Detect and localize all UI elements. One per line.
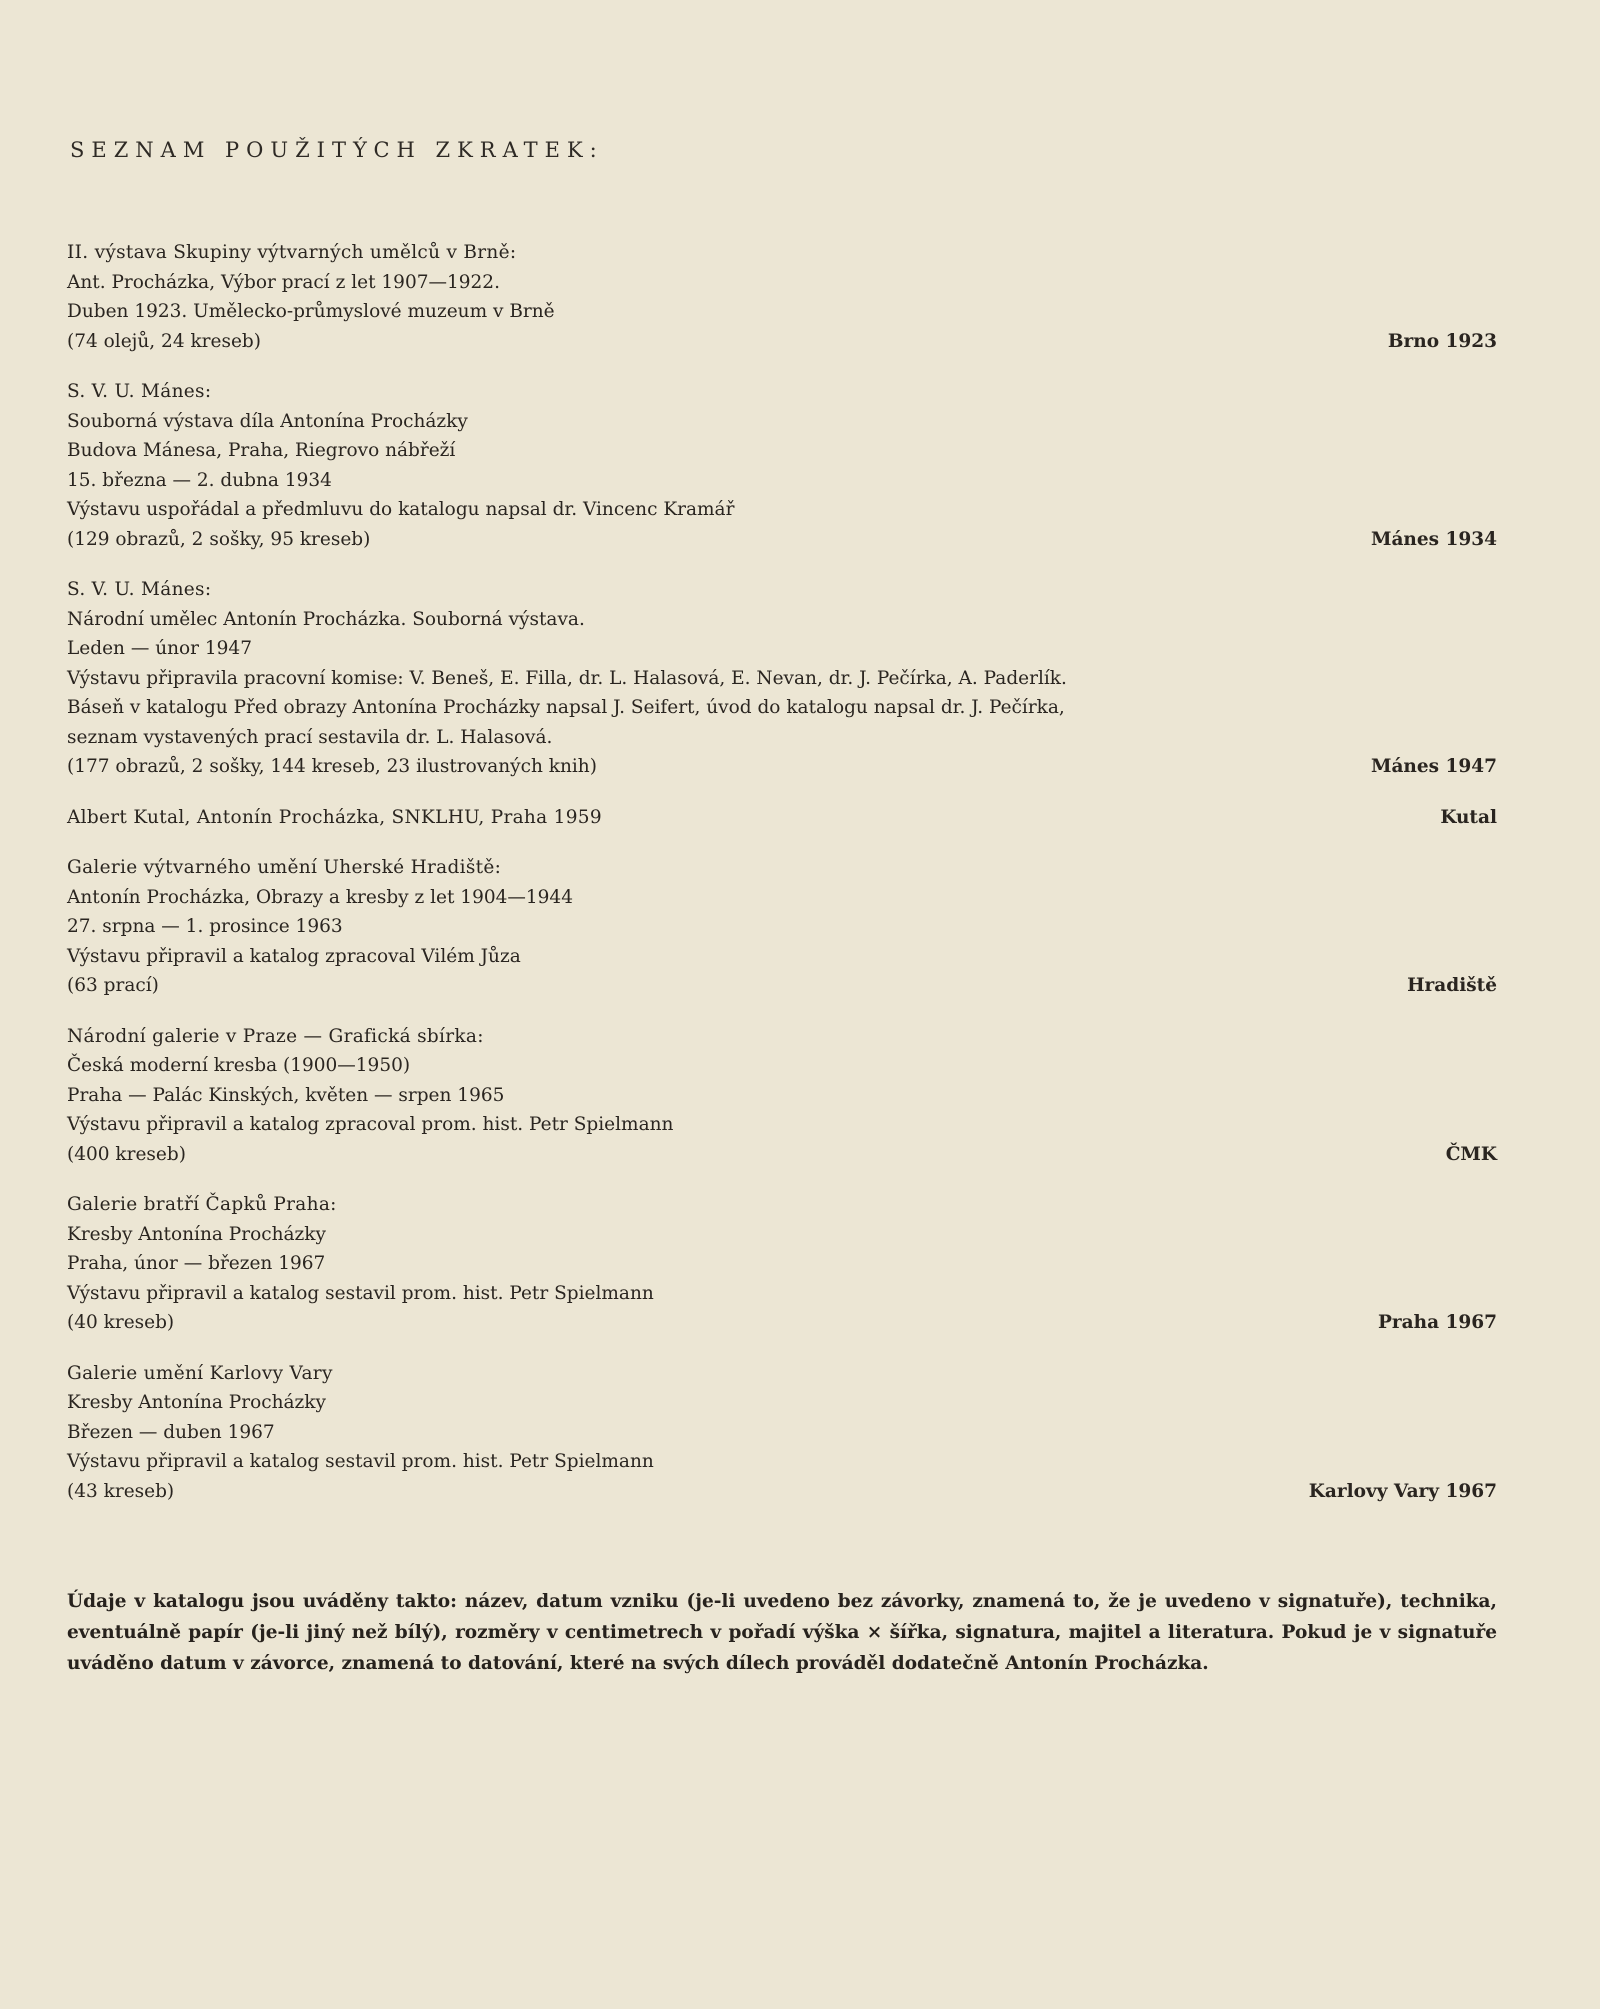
entry-detail-line: (74 olejů, 24 kreseb) xyxy=(67,330,261,352)
entry-abbreviation: Mánes 1947 xyxy=(1370,756,1497,777)
entry-detail-line: Kresby Antonína Procházky xyxy=(67,1223,326,1245)
entry-source-line: Galerie výtvarného umění Uherské Hradiště: xyxy=(67,857,502,878)
entry-abbreviation: Mánes 1934 xyxy=(1370,528,1497,550)
entry-source-line: Galerie umění Karlovy Vary xyxy=(67,1362,333,1384)
entry-detail-line: seznam vystavených prací sestavila dr. L. Halasová. xyxy=(67,726,553,748)
catalog-note: Údaje v katalogu jsou uváděny takto: název, datum vzniku (je-li uvedeno bez závorky, znamená to, že je uvedeno v signatuře), technika, eventuálně papír (je-li jiný než bílý), rozměry v centimetrech v pořadí výška × šířka, signatura, majitel a literatura. Pokud je v signatuře uváděno datum v závorce, znamená to datování, které na svých dílech prováděl dodatečně Antonín Procházka. xyxy=(67,1591,1497,1674)
entry-source-line: S. V. U. Mánes: xyxy=(67,381,212,402)
entry-abbreviation: Hradiště xyxy=(1407,975,1497,996)
entry-detail-line: Výstavu připravil a katalog zpracoval prom. hist. Petr Spielmann xyxy=(67,1114,674,1135)
entry-detail-line: Ant. Procházka, Výbor prací z let 1907—1922. xyxy=(67,271,500,293)
abbreviation-entry xyxy=(67,575,1497,782)
entry-abbreviation: ČMK xyxy=(1445,1143,1497,1165)
abbreviation-list xyxy=(67,238,1497,1527)
page-heading: SEZNAM POUŽITÝCH ZKRATEK: xyxy=(70,138,604,162)
entry-detail-line: (129 obrazů, 2 sošky, 95 kreseb) xyxy=(67,528,371,550)
entry-abbreviation: Karlovy Vary 1967 xyxy=(1308,1480,1497,1502)
entry-detail-line: (43 kreseb) xyxy=(67,1480,175,1502)
entry-detail-line: Antonín Procházka, Obrazy a kresby z let 1904—1944 xyxy=(67,886,573,908)
entry-detail-line: Souborná výstava díla Antonína Procházky xyxy=(67,410,468,432)
entry-detail-line: Výstavu připravil a katalog sestavil prom. hist. Petr Spielmann xyxy=(67,1451,654,1472)
entry-detail-line: (40 kreseb) xyxy=(67,1312,175,1333)
entry-detail-line: (400 kreseb) xyxy=(67,1143,186,1165)
entry-detail-line: Praha — Palác Kinských, květen — srpen 1965 xyxy=(67,1084,505,1106)
entry-abbreviation: Brno 1923 xyxy=(1387,330,1497,352)
entry-source-line: S. V. U. Mánes: xyxy=(67,579,212,600)
abbreviation-entry xyxy=(67,238,1497,356)
entry-detail-line: Budova Mánesa, Praha, Riegrovo nábřeží xyxy=(67,440,456,461)
entry-detail-line: Výstavu připravila pracovní komise: V. Beneš, E. Filla, dr. L. Halasová, E. Nevan, dr. J. Pečírka, A. Paderlík. xyxy=(67,667,1067,689)
entry-abbreviation: Praha 1967 xyxy=(1377,1312,1497,1333)
entry-detail-line: Výstavu připravil a katalog zpracoval Vilém Jůza xyxy=(67,945,521,967)
entry-detail-line: Kresby Antonína Procházky xyxy=(67,1392,326,1413)
entry-detail-line: Báseň v katalogu Před obrazy Antonína Procházky napsal J. Seifert, úvod do katalogu napsal dr. J. Pečírka, xyxy=(67,697,1065,718)
abbreviation-entry xyxy=(67,1022,1497,1170)
entry-detail-line: Březen — duben 1967 xyxy=(67,1421,275,1443)
abbreviation-entry xyxy=(67,1190,1497,1338)
entry-detail-line: Leden — únor 1947 xyxy=(67,638,252,659)
entry-source-line: II. výstava Skupiny výtvarných umělců v Brně: xyxy=(67,242,517,263)
entry-detail-line: (63 prací) xyxy=(67,975,159,996)
entry-abbreviation: Kutal xyxy=(1440,806,1497,828)
entry-detail-line: Výstavu uspořádal a předmluvu do katalogu napsal dr. Vincenc Kramář xyxy=(67,499,735,520)
entry-detail-line: Národní umělec Antonín Procházka. Souborná výstava. xyxy=(67,608,585,630)
entry-detail-line: Praha, únor — březen 1967 xyxy=(67,1253,326,1274)
entry-source-line: Galerie bratří Čapků Praha: xyxy=(67,1194,337,1215)
entry-source-line: Albert Kutal, Antonín Procházka, SNKLHU, Praha 1959 xyxy=(67,806,602,828)
abbreviation-entry xyxy=(67,853,1497,1001)
abbreviation-entry xyxy=(67,1359,1497,1507)
entry-detail-line: Česká moderní kresba (1900—1950) xyxy=(67,1055,411,1076)
entry-detail-line: 27. srpna — 1. prosince 1963 xyxy=(67,916,343,937)
entry-detail-line: Výstavu připravil a katalog sestavil prom. hist. Petr Spielmann xyxy=(67,1282,654,1304)
abbreviation-entry xyxy=(67,377,1497,554)
entry-source-line: Národní galerie v Praze — Grafická sbírka: xyxy=(67,1025,484,1047)
entry-detail-line: Duben 1923. Umělecko-průmyslové muzeum v Brně xyxy=(67,301,555,322)
abbreviation-entry xyxy=(67,803,1497,833)
entry-detail-line: (177 obrazů, 2 sošky, 144 kreseb, 23 ilustrovaných knih) xyxy=(67,756,597,777)
entry-detail-line: 15. března — 2. dubna 1934 xyxy=(67,469,332,491)
